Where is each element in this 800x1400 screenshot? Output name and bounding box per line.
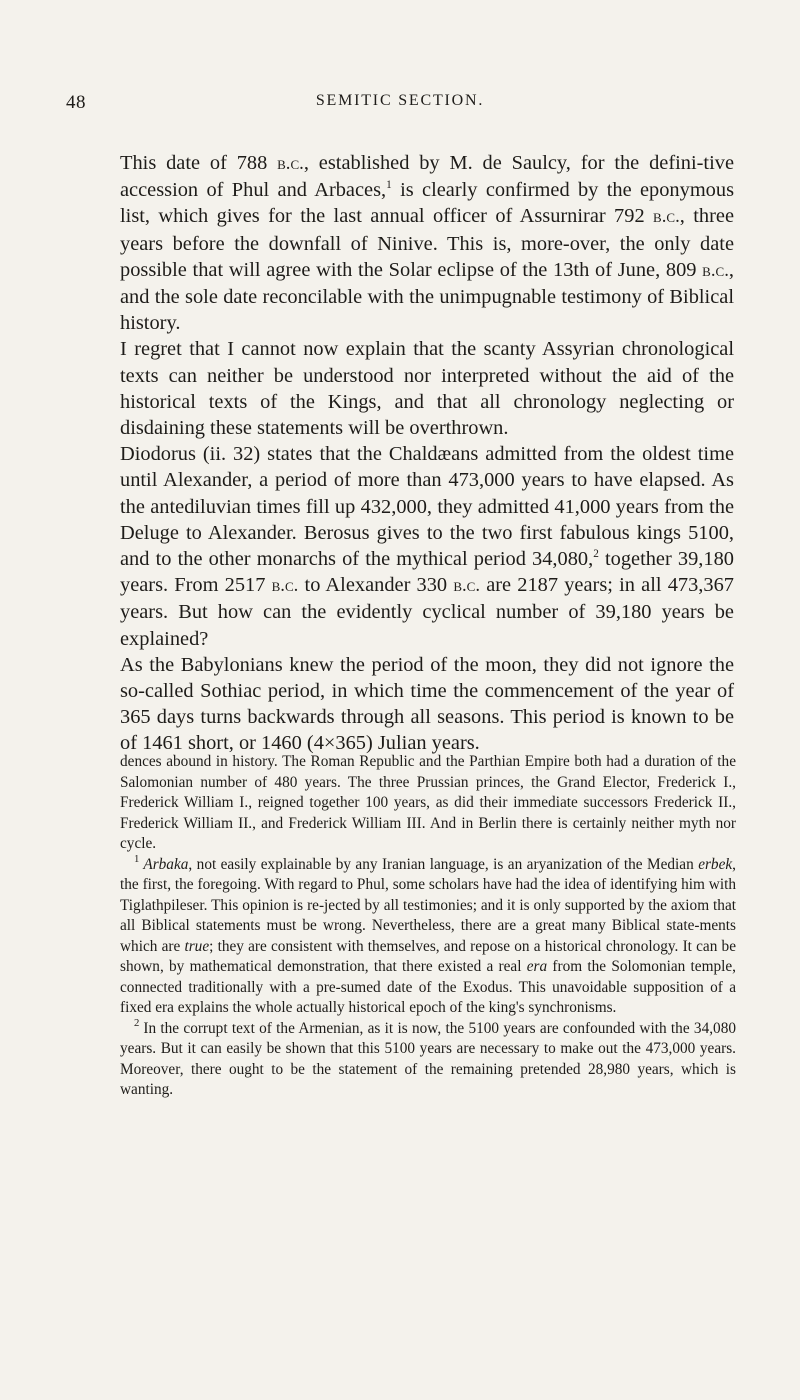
paragraph-4: As the Babylonians knew the period of the moon, they did not ignore the so-called Sothiac period, in which time the commencement of the year of 365 days turns backwards through all seasons. This period is known to be of 1461 short, or 1460 (4×365) Julian years.	[120, 653, 734, 755]
footnote-2-number: 2	[134, 1017, 140, 1030]
footnote-1-number: 1	[134, 853, 140, 866]
footnote-2: $^2$ In the corrupt text of the Armenian, as it is now, the 5100 years are confounded with the 34,080 years. But it can easily be shown that this 5100 years are necessary to make out the 473,000 years. Moreover, there ought to be the statement of the remaining pretended 28,980 years, which is wanting.	[120, 1017, 736, 1098]
paragraph-2: I regret that I cannot now explain that the scanty Assyrian chronological texts can neither be understood nor interpreted without the aid of the historical texts of the Kings, and that all chronology neglecting or disdaining these statements will be overthrown.	[120, 338, 734, 440]
running-head: SEMITIC SECTION.	[315, 92, 485, 109]
footnote-ref-1: 1	[386, 179, 392, 192]
footnote-ref-2: 2	[593, 548, 599, 561]
paragraph-3: Diodorus (ii. 32) states that the Chaldæans admitted from the oldest time until Alexander, a period of more than 473,000 years to have elapsed. As the antediluvian times fill up 432,000, they admitted 41,000 years from the Deluge to Alexander. Berosus gives to the two first fabulous kings 5100, and to the other monarchs of the mythical period 34,080,$^2$ together 39,180 years. From 2517 b.c. to Alexander 330 b.c. are 2187 years; in all 473,367 years. But how can the evidently cyclical number of 39,180 years be explained?	[120, 443, 734, 650]
page-number: 48	[66, 92, 86, 113]
footnote-continuation: dences abound in history. The Roman Republic and the Parthian Empire both had a duration of the Salomonian number of 480 years. The three Prussian princes, the Grand Elector, Frederick I., Frederick William I., reigned together 100 years, as did their immediate successors Frederick II., Frederick William II., and Frederick William III. And in Berlin there is certainly neither myth nor cycle.	[120, 753, 736, 852]
footnotes	[120, 752, 736, 1101]
page-header	[66, 92, 734, 120]
main-text	[120, 150, 734, 757]
footnote-1: $^1$ Arbaka, not easily explainable by any Iranian language, is an aryanization of the Median erbek, the first, the foregoing. With regard to Phul, some scholars have had the idea of identifying him with Tiglathpileser. This opinion is re-jected by all testimonies; and it is only supported by the axiom that all Biblical statements must be wrong. Nevertheless, there are a great many Biblical state-ments which are true; they are consistent with themselves, and repose on a historical chronology. It can be shown, by mathematical demonstration, that there existed a real era from the Solomonian temple, connected traditionally with a pre-sumed date of the Exodus. This unavoidable supposition of a fixed era explains the whole actually historical epoch of the king's synchronisms.	[120, 853, 736, 1016]
paragraph-1: This date of 788 b.c., established by M. de Saulcy, for the defini-tive accession of Phul and Arbaces,$^1$ is clearly confirmed by the eponymous list, which gives for the last annual officer of Assurnirar 792 b.c., three years before the downfall of Ninive. This is, more-over, the only date possible that will agree with the Solar eclipse of the 13th of June, 809 b.c., and the sole date reconcilable with the unimpugnable testimony of Biblical history.	[120, 152, 735, 335]
